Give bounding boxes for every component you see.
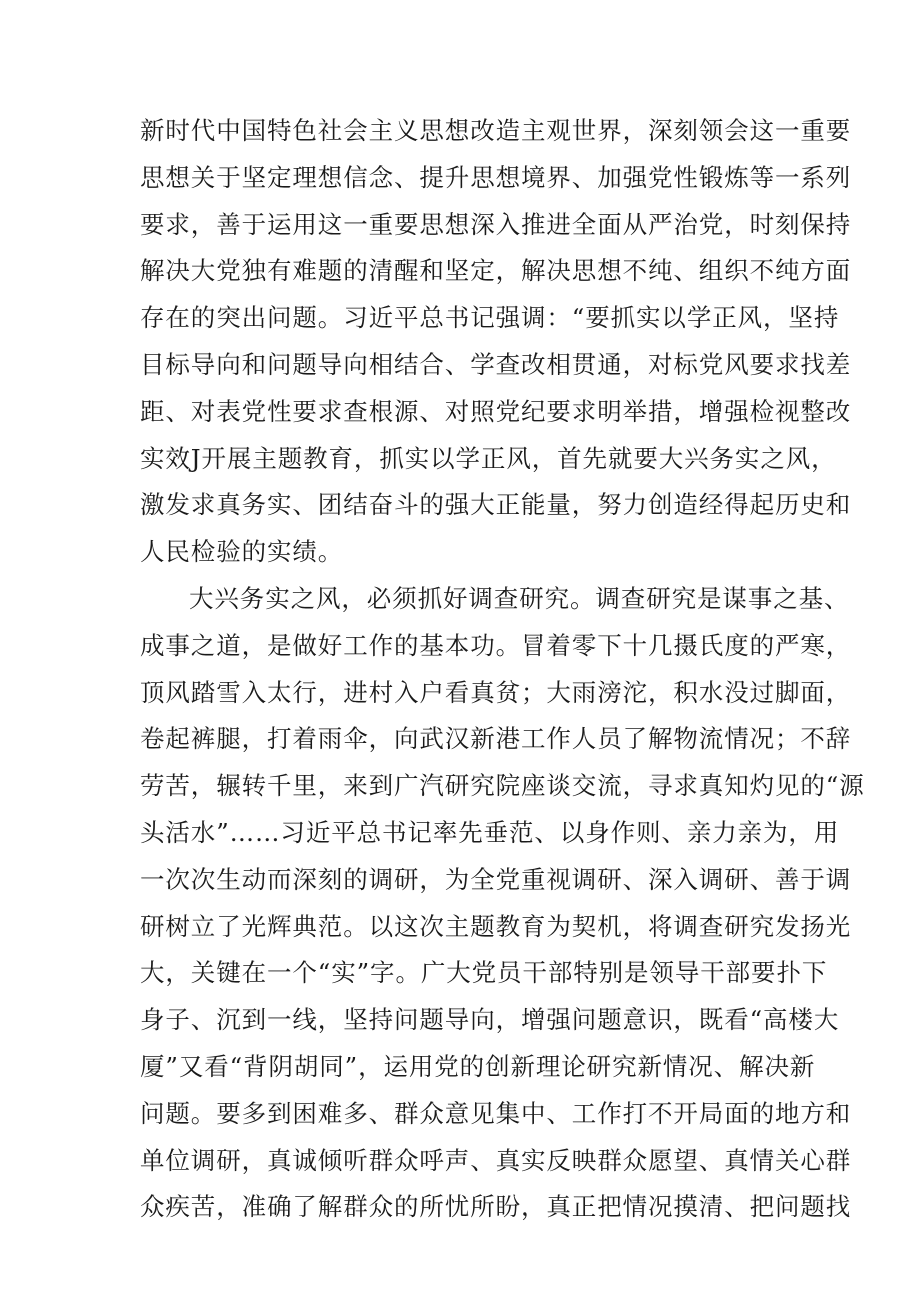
text-line: 顶风踏雪入太行，进村入户看真贫；大雨滂沱，积水没过脚面， (140, 677, 852, 707)
text-line: 成事之道，是做好工作的基本功。冒着零下十几摄氏度的严寒， (140, 630, 852, 660)
text-line: 身子、沉到一线，坚持问题导向，增强问题意识，既看“高楼大 (140, 1005, 840, 1035)
text-line: 目标导向和问题导向相结合、学查改相贯通，对标党风要求找差 (140, 349, 852, 379)
text-line: 问题。要多到困难多、群众意见集中、工作打不开局面的地方和 (140, 1098, 852, 1128)
text-line-first: 大兴务实之风，必须抓好调查研究。调查研究是谋事之基、 (189, 583, 850, 613)
text-line: 激发求真务实、团结奋斗的强大正能量，努力创造经得起历史和 (140, 490, 852, 520)
text-line: 思想关于坚定理想信念、提升思想境界、加强党性锻炼等一系列 (140, 162, 852, 192)
text-line: 距、对表党性要求查根源、对照党纪要求明举措，增强检视整改 (140, 396, 852, 426)
text-line: 大，关键在一个“实”字。广大党员干部特别是领导干部要扑下 (140, 958, 828, 988)
text-line: 新时代中国特色社会主义思想改造主观世界，深刻领会这一重要 (140, 116, 852, 145)
text-line: 厦”又看“背阴胡同”，运用党的创新理论研究新情况、解决新 (140, 1051, 816, 1081)
text-line: 一次次生动而深刻的调研，为全党重视调研、深入调研、善于调 (140, 864, 852, 894)
text-line: 卷起裤腿，打着雨伞，向武汉新港工作人员了解物流情况；不辞 (140, 724, 852, 754)
text-line: 存在的突出问题。习近平总书记强调：“要抓实以学正风，坚持 (140, 303, 840, 333)
document-body (140, 108, 865, 1231)
text-line: 解决大党独有难题的清醒和坚定，解决思想不纯、组织不纯方面 (140, 256, 852, 286)
paragraph-2 (140, 576, 865, 1231)
text-line: 人民检验的实绩。 (140, 537, 344, 567)
text-line: 劳苦，辗转千里，来到广汽研究院座谈交流，寻求真知灼见的“源 (140, 771, 865, 801)
text-line: 众疾苦，准确了解群众的所忧所盼，真正把情况摸清、把问题找 (140, 1192, 852, 1222)
text-line: 单位调研，真诚倾听群众呼声、真实反映群众愿望、真情关心群 (140, 1145, 852, 1175)
paragraph-1 (140, 108, 852, 576)
text-line: 头活水”……习近平总书记率先垂范、以身作则、亲力亲为，用 (140, 817, 840, 847)
text-line: 研树立了光辉典范。以这次主题教育为契机，将调查研究发扬光 (140, 911, 852, 941)
text-line: 要求，善于运用这一重要思想深入推进全面从严治党，时刻保持 (140, 209, 852, 239)
text-line: 实效J开展主题教育，抓实以学正风，首先就要大兴务实之风， (140, 443, 837, 473)
